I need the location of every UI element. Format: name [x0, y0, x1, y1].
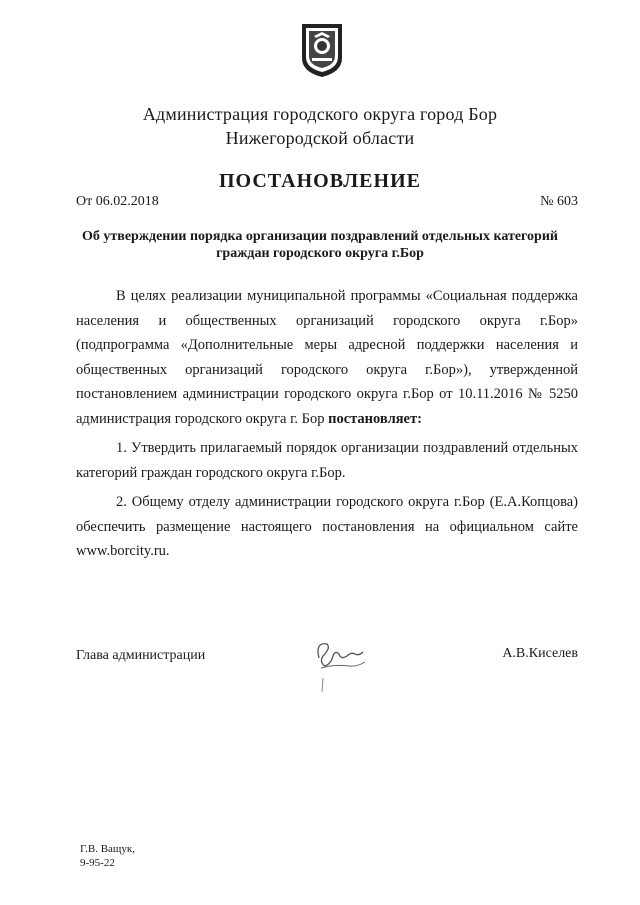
organization-region: Нижегородской области: [225, 128, 415, 148]
coat-of-arms-icon: [298, 20, 346, 80]
intro-decree-word: постановляет:: [328, 410, 422, 427]
intro-text: В целях реализации муниципальной программы «Социальная поддержка населения и общественных организаций городского округа г.Бор» (подпрограмма «Дополнительные меры адресной поддержки населения и общественных организаций городского округа г.Бор»), утвержденной постановлением администрации городского округа г.Бор от 10.11.2016 № 5250 администрация городского округа г. Бор: [76, 288, 578, 427]
signatory-name: А.В.Киселев: [502, 646, 578, 661]
decree-item-1: 1. Утвердить прилагаемый порядок организации поздравлений отдельных категорий граждан городского округа г.Бор.: [76, 440, 578, 481]
executor-info: [80, 842, 135, 870]
executor-name: Г.В. Ващук,: [80, 843, 135, 855]
signatory-position: Глава администрации: [76, 648, 206, 663]
executor-phone: 9-95-22: [80, 857, 115, 869]
document-title: Об утверждении порядка организации поздравлений отдельных категорий граждан городского округа г.Бор: [82, 229, 558, 261]
document-date: От 06.02.2018: [76, 194, 159, 209]
decree-item-2: 2. Общему отделу администрации городского округа г.Бор (Е.А.Копцова) обеспечить размещение настоящего постановления на официальном сайте www.borcity.ru.: [76, 494, 578, 560]
document-type: ПОСТАНОВЛЕНИЕ: [219, 170, 421, 192]
handwritten-signature-icon: [305, 630, 375, 700]
document-number: № 603: [540, 194, 578, 209]
intro-paragraph: [76, 284, 578, 432]
organization-name: Администрация городского округа город Бор: [142, 104, 498, 124]
